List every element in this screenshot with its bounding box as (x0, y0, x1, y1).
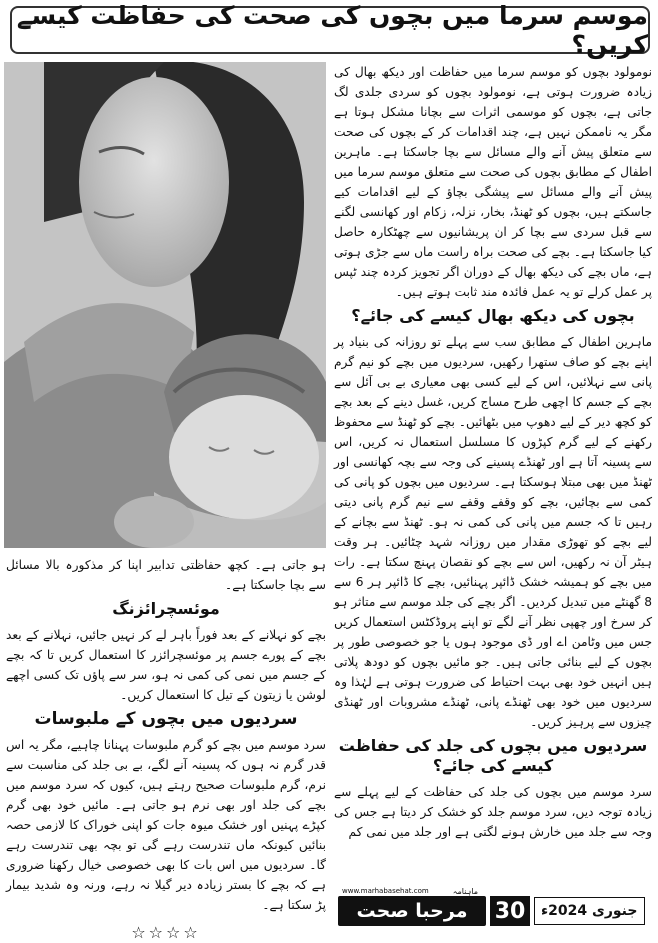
left-column (6, 555, 326, 943)
continuation-paragraph: ہو جاتی ہے۔ کچھ حفاظتی تدابیر اپنا کر مذکورہ بالا مسائل سے بچا جاسکتا ہے۔ (6, 558, 326, 592)
heading-moisturizing: موئسچرائزنگ (112, 599, 220, 618)
brand-name: مرحبا صحت (356, 900, 468, 922)
issue-date: جنوری 2024ء (534, 897, 645, 925)
skin-paragraph: سرد موسم میں بچوں کی جلد کی حفاظت کے لیے پہلے سے زیادہ توجہ دیں، سرد موسم جلد کو خشک کر دیتا ہے جس کی وجہ سے جلد میں خارش ہونے لگتی ہے اور جلد میں نمی کم (334, 785, 652, 839)
heading-baby-care: بچوں کی دیکھ بھال کیسے کی جائے؟ (351, 306, 635, 325)
moisturizing-paragraph: بچے کو نہلانے کے بعد فوراً باہر لے کر نہیں جائیں، نہلانے کے بعد بچے کے پورے جسم پر موئسچرائزر کا استعمال کریں تا کہ بچے کے جسم میں نمی کی کمی نہ ہو، سر سے پاؤں تک کسی اچھے لوشن یا زیتون کے تیل کا استعمال کریں۔ (6, 628, 326, 702)
clothes-paragraph: سرد موسم میں بچے کو گرم ملبوسات پہنانا چاہیے، مگر یہ اس قدر گرم نہ ہوں کہ پسینہ آنے لگے، بے بی جلد کی مناسبت سے نرم، گرم ملبوسات صحیح رہتے ہیں، کیوں کہ سرد موسم میں بچے کی جلد اور بھی نرم ہو جاتی ہے۔ مائیں خود بھی گرم کپڑے پہنیں اور خشک میوہ جات کو اپنی خوراک کا لازمی حصہ بنائیں کیونکہ ماں تندرست رہے گی تو بچہ بھی تندرست رہے گا۔ سردیوں میں اس بات کا بھی خصوصی خیال رکھنا ضروری ہے کہ بچے کا بستر زیادہ دیر گیلا نہ رہے، ورنہ وہ شدید بیمار پڑ سکتا ہے۔ (6, 738, 326, 912)
heading-skin-care: سردیوں میں بچوں کی جلد کی حفاظت کیسے کی جائے؟ (338, 736, 648, 775)
magazine-label: ماہنامہ (452, 887, 478, 896)
end-stars: ☆☆☆☆ (131, 923, 201, 942)
mother-baby-photo (4, 62, 326, 548)
right-column (334, 62, 652, 842)
page-number: 30 (490, 896, 530, 926)
photo-illustration (4, 62, 326, 548)
intro-paragraph: نومولود بچوں کو موسم سرما میں حفاظت اور دیکھ بھال کی زیادہ ضرورت ہوتی ہے، نومولود بچوں کو سردی جلدی لگ جاتی ہے، بچوں کو موسمی اثرات سے بچانا مشکل ہوتا ہے مگر یہ ناممکن نہیں ہے، چند اقدامات کر کے بچوں کی صحت سے متعلق پیش آنے والے مسائل سے بچا جاسکتا ہے۔ ماہرین اطفال کے مطابق بچوں کی صحت سے متعلق موسم سرما میں پیش آنے والے مسائل سے پیشگی بچاؤ کے لیے اقدامات کیے جاسکتے ہیں، بچوں کو ٹھنڈ، بخار، نزلہ، زکام اور کھانسی لگنے سے قبل سردی سے بچا کر ان پریشانیوں سے چھٹکارہ حاصل کیا جاسکتا ہے۔ بچے کی صحت براہ راست ماں سے جڑی ہوتی ہے، ماں بچے کی دیکھ بھال کے دوران اگر تجویز کردہ چند ٹپس پر عمل کرلے تو یہ عمل فائدہ مند ثابت ہوتے ہیں۔ (334, 65, 652, 299)
care-paragraph: ماہرین اطفال کے مطابق سب سے پہلے تو روزانہ کی بنیاد پر اپنے بچے کو صاف ستھرا رکھیں، سردیوں میں بچے کو نیم گرم پانی سے نہلائیں، اس کے لیے کسی بھی معیاری بے بی آئل سے بچے کے جسم کا اچھی طرح مساج کریں، غسل دینے کے بعد بچے کو کچھ دیر کے لیے دھوپ میں بٹھائیں۔ بچے کو ٹھنڈ سے محفوظ رکھنے کے لیے گرم کپڑوں کا مسلسل استعمال نہ کریں، اس سے پسینہ آتا ہے اور ٹھنڈے پسینے کی وجہ سے بچہ کھانسی اور ٹھنڈ میں بھی مبتلا ہوسکتا ہے۔ سردیوں میں بچوں کو پانی کی کمی سے بچائیں، بچے کو وقفے وقفے سے نیم گرم پانی دیتی رہیں تا کہ جسم میں پانی کی کمی نہ ہو۔ ٹھنڈ سے بچانے کے لیے بچے کو تھوڑی مقدار میں روزانہ شہد چٹائیں۔ ہر وقت ہیٹر آن نہ رکھیں، اس سے بچے کو نقصان پہنچ سکتا ہے۔ رات میں بچے کو ہمیشہ خشک ڈائپر پہنائیں، بچے کا ڈائپر ہر 6 سے 8 گھنٹے میں تبدیل کردیں۔ اگر بچے کی جلد موسم سے متاثر ہو کر سرخ اور چھپی نظر آنے لگے تو اپنے پروڈکٹس استعمال کریں جس میں وٹامن اے اور ڈی موجود ہوں یا جو خصوصی طور پر بچوں کے لیے بنائی جاتی ہیں۔ جو مائیں بچوں کو دودھ پلاتی ہیں انہیں خود بھی بہت احتیاط کی ضرورت ہوتی ہے لہٰذا وہ سردیوں میں خود بھی ٹھنڈے پانی، ٹھنڈے مشروبات اور ٹھنڈی چیزوں سے پرہیز کریں۔ (334, 335, 652, 729)
heading-winter-clothes: سردیوں میں بچوں کے ملبوسات (34, 709, 298, 729)
page-title-box (10, 1, 650, 59)
website-url: www.marhabasehat.com (342, 887, 429, 895)
page-footer (338, 887, 654, 930)
page-title: موسم سرما میں بچوں کی صحت کی حفاظت کیسے کریں؟ (16, 1, 648, 59)
magazine-logo (338, 887, 486, 926)
